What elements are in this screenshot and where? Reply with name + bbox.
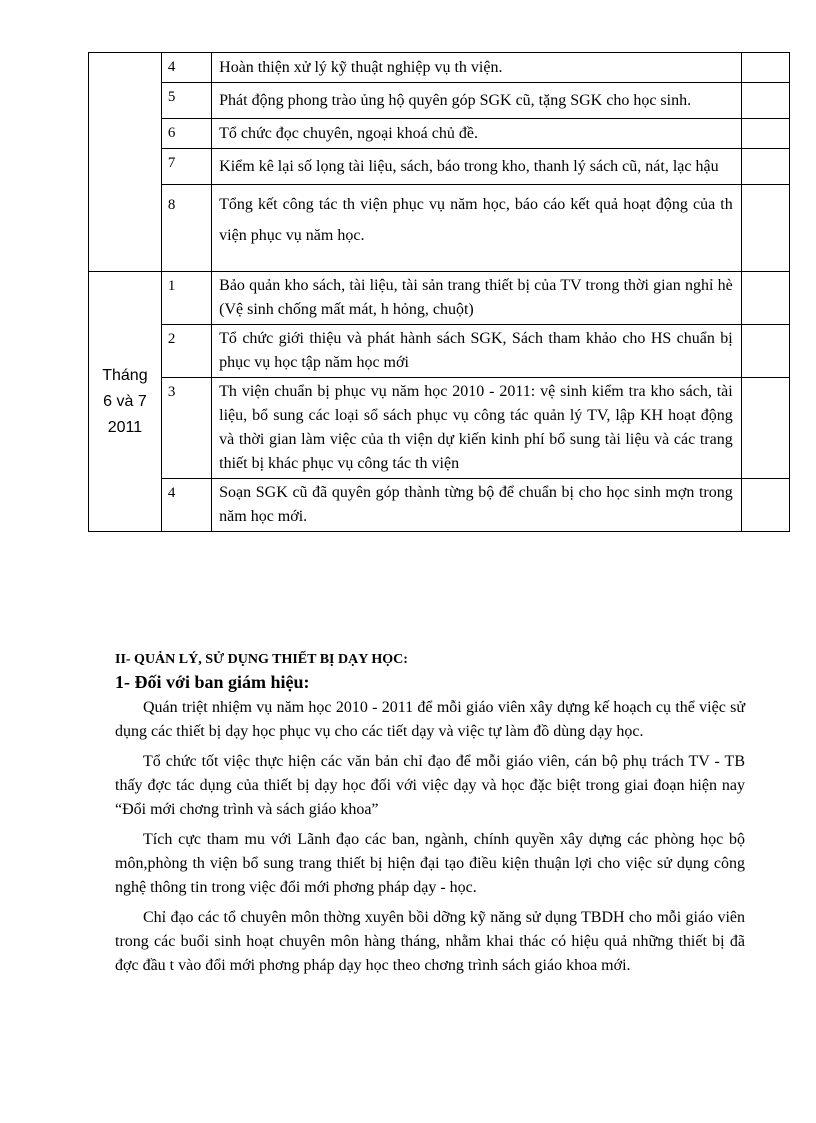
table-row [89,479,790,532]
row-content: Kiểm kê lại số lọng tài liệu, sách, báo trong kho, thanh lý sách cũ, nát, lạc hậu [212,149,742,185]
row-content: Th viện chuẩn bị phục vụ năm học 2010 - 2011: vệ sinh kiểm tra kho sách, tài liệu, bổ sung các loại sổ sách phục vụ công tác quản lý TV, lập KH hoạt động và thời gian làm việc của th viện dự kiến kinh phí bổ sung tài liệu và các trang thiết bị khác phục vụ công tác th viện [212,378,742,479]
table-row [89,83,790,119]
row-content: Tổng kết công tác th viện phục vụ năm học, báo cáo kết quả hoạt động của th viện phục vụ năm học. [212,185,742,272]
row-content: Bảo quản kho sách, tài liệu, tài sản trang thiết bị của TV trong thời gian nghỉ hè (Vệ sinh chống mất mát, h hỏng, chuột) [212,272,742,325]
table-row [89,378,790,479]
row-number: 4 [161,53,211,83]
note-cell [741,378,789,479]
sub-heading: 1- Đối với ban giám hiệu: [115,672,310,692]
note-cell [741,149,789,185]
row-content: Hoàn thiện xử lý kỹ thuật nghiệp vụ th viện. [212,53,742,83]
note-cell [741,53,789,83]
month-label-line: 6 và 7 [103,392,147,410]
row-content: Phát động phong trào ủng hộ quyên góp SGK cũ, tặng SGK cho học sinh. [212,83,742,119]
month-cell [89,272,162,532]
section-heading: II- QUẢN LÝ, SỬ DỤNG THIẾT BỊ DẠY HỌC: [115,652,408,667]
note-cell [741,272,789,325]
row-number: 7 [161,149,211,185]
paragraph: Tích cực tham mu với Lãnh đạo các ban, ngành, chính quyền xây dựng các phòng học bộ môn,phòng th viện bổ sung trang thiết bị hiện đại tạo điều kiện thuận lợi cho việc sử dụng công nghệ thông tin trong việc đổi mới phơng pháp dạy - học. [115,831,745,896]
note-cell [741,119,789,149]
note-cell [741,479,789,532]
activity-plan-table [88,52,790,532]
note-cell [741,185,789,272]
month-cell [89,53,162,272]
row-content: Tổ chức giới thiệu và phát hành sách SGK, Sách tham khảo cho HS chuẩn bị phục vụ học tập năm học mới [212,325,742,378]
row-content: Soạn SGK cũ đã quyên góp thành từng bộ để chuẩn bị cho học sinh mợn trong năm học mới. [212,479,742,532]
paragraph: Quán triệt nhiệm vụ năm học 2010 - 2011 để mỗi giáo viên xây dựng kế hoạch cụ thể việc sử dụng các thiết bị dạy học phục vụ cho các tiết dạy và việc tự làm đồ dùng dạy học. [115,699,745,740]
row-number: 1 [161,272,211,325]
note-cell [741,83,789,119]
month-label-line: Tháng [102,366,148,384]
row-number: 4 [161,479,211,532]
table-row [89,325,790,378]
row-number: 5 [161,83,211,119]
table-row [89,119,790,149]
table-row [89,149,790,185]
row-content: Tổ chức đọc chuyên, ngoại khoá chủ đề. [212,119,742,149]
table-row [89,272,790,325]
row-number: 2 [161,325,211,378]
note-cell [741,325,789,378]
paragraph: Chỉ đạo các tổ chuyên môn thờng xuyên bồi dỡng kỹ năng sử dụng TBDH cho mỗi giáo viên trong các buổi sinh hoạt chuyên môn hàng tháng, nhằm khai thác có hiệu quả những thiết bị đã đợc đầu t vào đổi mới phơng pháp dạy học theo chơng trình sách giáo khoa mới. [115,909,745,974]
row-number: 3 [161,378,211,479]
row-number: 8 [161,185,211,272]
month-label-line: 2011 [107,418,143,436]
table-row [89,185,790,272]
section-body [115,650,745,984]
row-number: 6 [161,119,211,149]
paragraph: Tổ chức tốt việc thực hiện các văn bản chỉ đạo để mỗi giáo viên, cán bộ phụ trách TV - TB thấy đợc tác dụng của thiết bị dạy học đối với việc dạy và học đặc biệt trong giai đoạn hiện nay “Đổi mới chơng trình và sách giáo khoa” [115,753,745,818]
table-row [89,53,790,83]
